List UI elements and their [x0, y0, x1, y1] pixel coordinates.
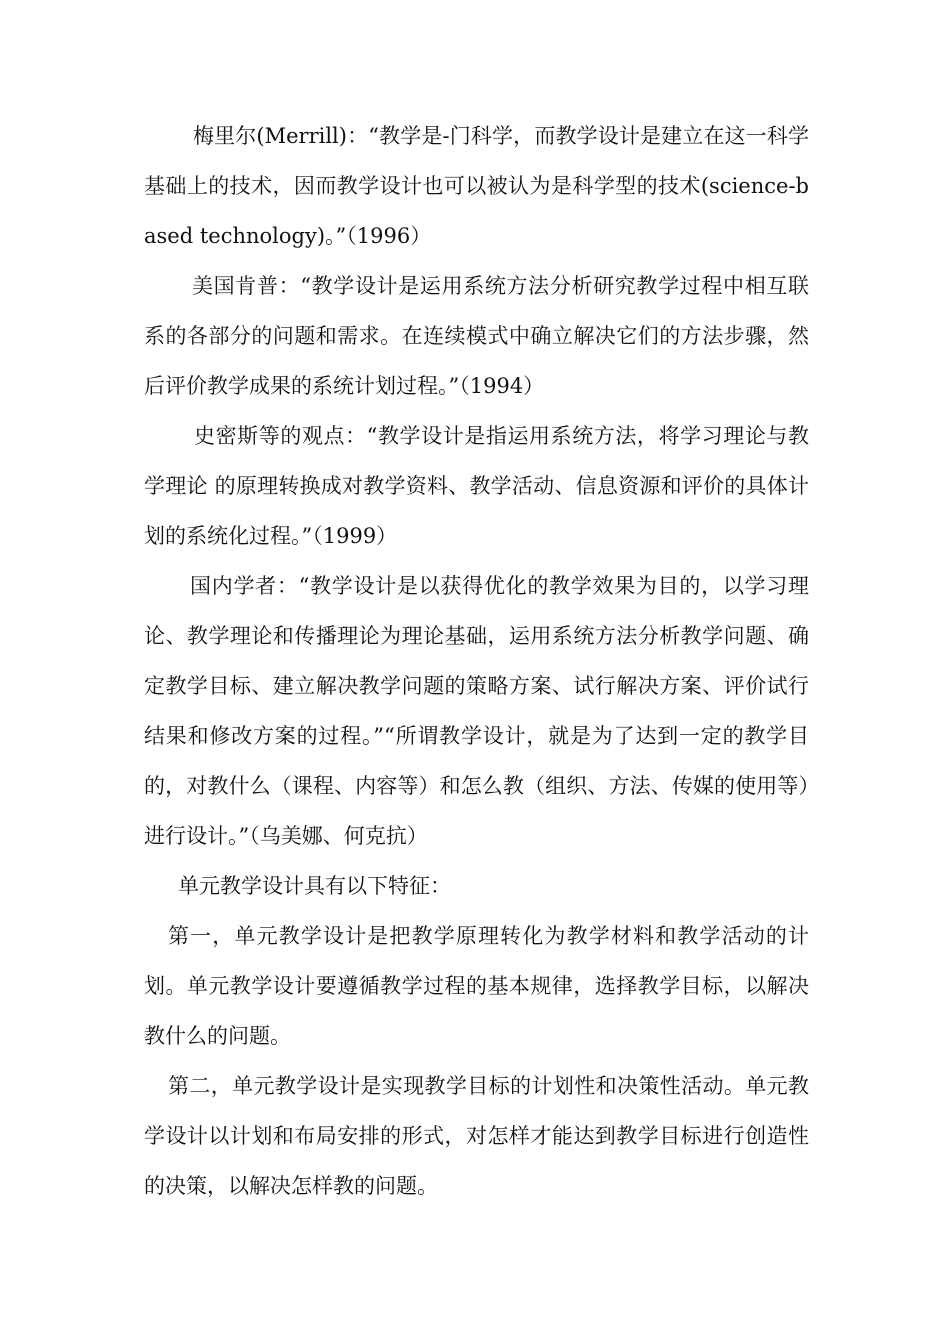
paragraph-kemp: 美国肯普：“教学设计是运用系统方法分析研究教学过程中相互联系的各部分的问题和需求。在连续模式中确立解决它们的方法步骤，然后评价教学成果的系统计划过程。”（1994）	[144, 274, 809, 398]
paragraph-smith: 史密斯等的观点：“教学设计是指运用系统方法，将学习理论与教学理论 的原理转换成对教学资料、教学活动、信息资源和评价的具体计划的系统化过程。”（1999）	[144, 424, 809, 548]
paragraph-feature-one: 第一，单元教学设计是把教学原理转化为教学材料和教学活动的计划。单元教学设计要遵循教学过程的基本规律，选择教学目标，以解决教什么的问题。	[144, 924, 809, 1048]
paragraph-domestic-scholars: 国内学者：“教学设计是以获得优化的教学效果为目的，以学习理论、教学理论和传播理论为理论基础，运用系统方法分析教学问题、确定教学目标、建立解决教学问题的策略方案、试行解决方案、评价试行结果和修改方案的过程。”“所谓教学设计，就是为了达到一定的教学目的，对教什么（课程、内容等）和怎么教（组织、方法、传媒的使用等）进行设计。”（乌美娜、何克抗）	[144, 574, 809, 848]
paragraph-feature-two: 第二，单元教学设计是实现教学目标的计划性和决策性活动。单元教学设计以计划和布局安排的形式，对怎样才能达到教学目标进行创造性的决策，以解决怎样教的问题。	[144, 1074, 809, 1198]
document-body	[144, 111, 809, 1211]
paragraph-merrill: 梅里尔(Merrill)：“教学是-门科学，而教学设计是建立在这一科学基础上的技术，因而教学设计也可以被认为是科学型的技术(science-based technology)。”（1996）	[144, 124, 809, 248]
paragraph-features-intro: 单元教学设计具有以下特征：	[178, 874, 451, 898]
